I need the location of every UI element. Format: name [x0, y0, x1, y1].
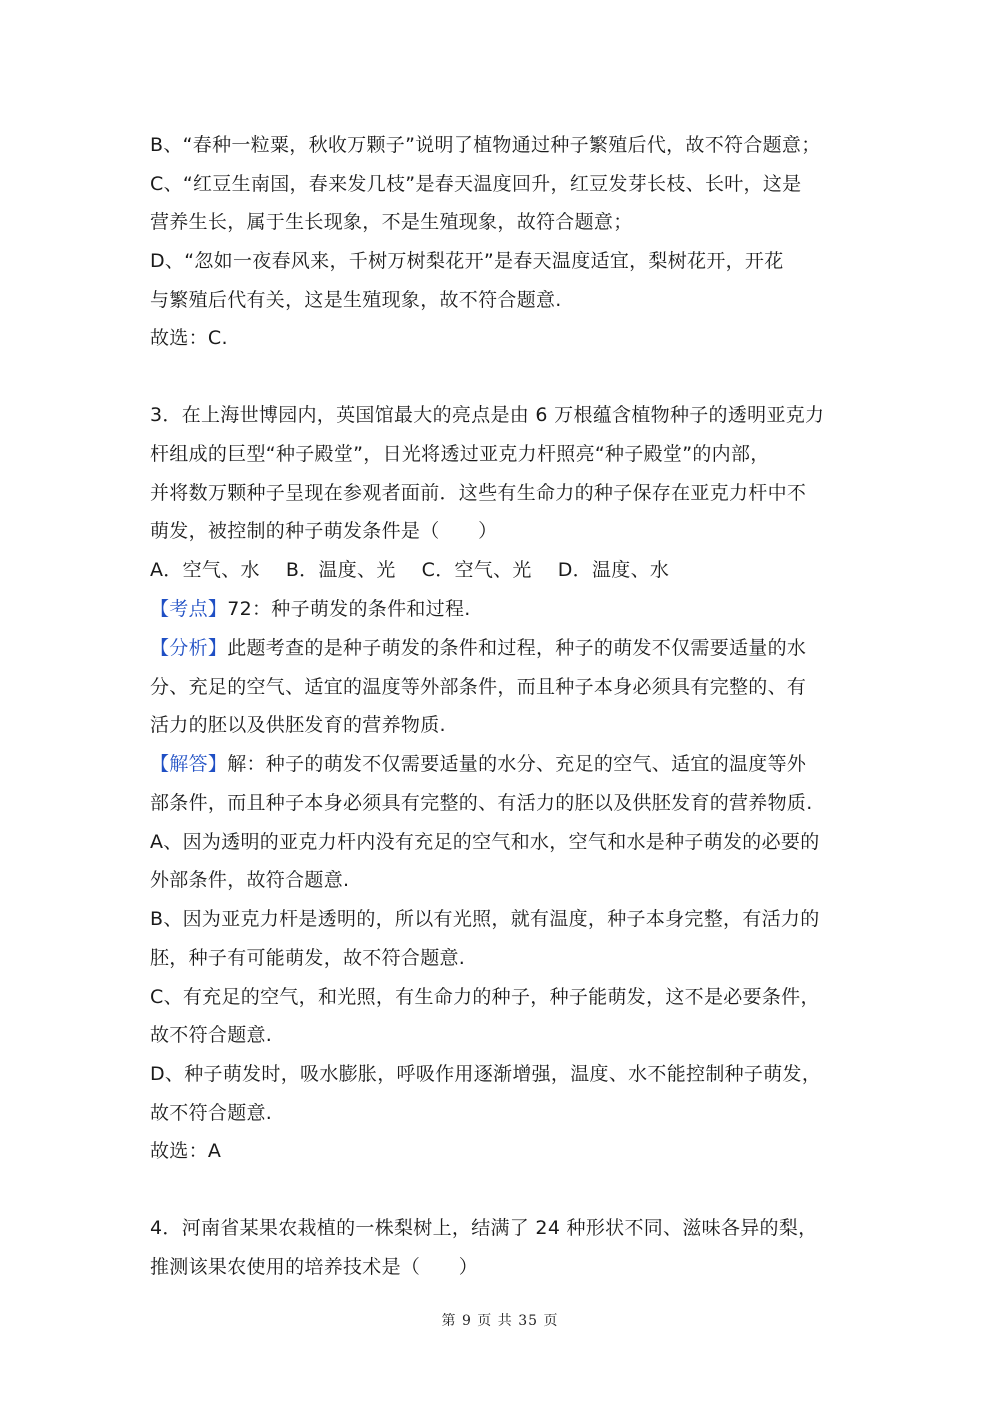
q2-option-d-line1: D、“忽如一夜春风来，千树万树梨花开”是春天温度适宜，梨树花开，开花 [150, 250, 784, 272]
q3-option-c: C．空气、光 [421, 559, 532, 581]
q4-stem-line2: 推测该果农使用的培养技术是（ ） [150, 1256, 479, 1278]
q3-explain-c-line2: 故不符合题意. [150, 1024, 273, 1046]
q2-option-c-line2: 营养生长，属于生长现象，不是生殖现象，故符合题意； [150, 211, 633, 233]
q3-option-a: A．空气、水 [150, 559, 260, 581]
q4-stem-line1: 4．河南省某果农栽植的一株梨树上，结满了 24 种形状不同、滋味各异的梨， [150, 1217, 818, 1239]
q2-option-b: B、“春种一粒粟，秋收万颗子”说明了植物通过种子繁殖后代，故不符合题意； [150, 134, 821, 156]
fenxi-tag: 【分析】 [150, 637, 228, 659]
q3-explain-b-line1: B、因为亚克力杆是透明的，所以有光照，就有温度，种子本身完整，有活力的 [150, 908, 820, 930]
q3-explain-d-line2: 故不符合题意. [150, 1102, 273, 1124]
q3-options [150, 558, 695, 582]
q2-answer: 故选：C. [150, 327, 228, 349]
q3-fenxi-line1 [150, 636, 806, 660]
q3-explain-a-line1: A、因为透明的亚克力杆内没有充足的空气和水，空气和水是种子萌发的必要的 [150, 831, 820, 853]
q3-stem-line4: 萌发，被控制的种子萌发条件是（ ） [150, 520, 498, 542]
q3-jieda-line1 [150, 752, 806, 776]
q3-explain-c-line1: C、有充足的空气，和光照，有生命力的种子，种子能萌发，这不是必要条件， [150, 986, 820, 1008]
q3-fenxi-line2: 分、充足的空气、适宜的温度等外部条件，而且种子本身必须具有完整的、有 [150, 676, 807, 698]
jieda-text: 解：种子的萌发不仅需要适量的水分、充足的空气、适宜的温度等外 [227, 753, 807, 775]
jieda-tag: 【解答】 [150, 753, 228, 775]
q3-stem-line1: 3．在上海世博园内，英国馆最大的亮点是由 6 万根蕴含植物种子的透明亚克力 [150, 404, 825, 426]
q2-option-d-line2: 与繁殖后代有关，这是生殖现象，故不符合题意. [150, 289, 562, 311]
q3-answer: 故选：A [150, 1140, 222, 1162]
q3-stem-line2: 杆组成的巨型“种子殿堂”，日光将透过亚克力杆照亮“种子殿堂”的内部， [150, 443, 770, 465]
q3-stem-line3: 并将数万颗种子呈现在参观者面前．这些有生命力的种子保存在亚克力杆中不 [150, 482, 807, 504]
q3-explain-b-line2: 胚，种子有可能萌发，故不符合题意. [150, 947, 466, 969]
fenxi-text: 此题考查的是种子萌发的条件和过程，种子的萌发不仅需要适量的水 [227, 637, 807, 659]
kaodian-tag: 【考点】 [150, 598, 228, 620]
q3-option-b: B．温度、光 [285, 559, 396, 581]
q3-explain-d-line1: D、种子萌发时，吸水膨胀，呼吸作用逐渐增强，温度、水不能控制种子萌发， [150, 1063, 822, 1085]
q2-option-c-line1: C、“红豆生南国，春来发几枝”是春天温度回升，红豆发芽长枝、长叶，这是 [150, 173, 802, 195]
q3-option-d: D．温度、水 [557, 559, 670, 581]
page-footer: 第 9 页 共 35 页 [441, 1313, 559, 1329]
q3-kaodian [150, 597, 471, 621]
q3-jieda-line2: 部条件，而且种子本身必须具有完整的、有活力的胚以及供胚发育的营养物质. [150, 792, 813, 814]
kaodian-text: 72：种子萌发的条件和过程. [227, 598, 471, 620]
q3-explain-a-line2: 外部条件，故符合题意. [150, 869, 350, 891]
q3-fenxi-line3: 活力的胚以及供胚发育的营养物质. [150, 714, 446, 736]
